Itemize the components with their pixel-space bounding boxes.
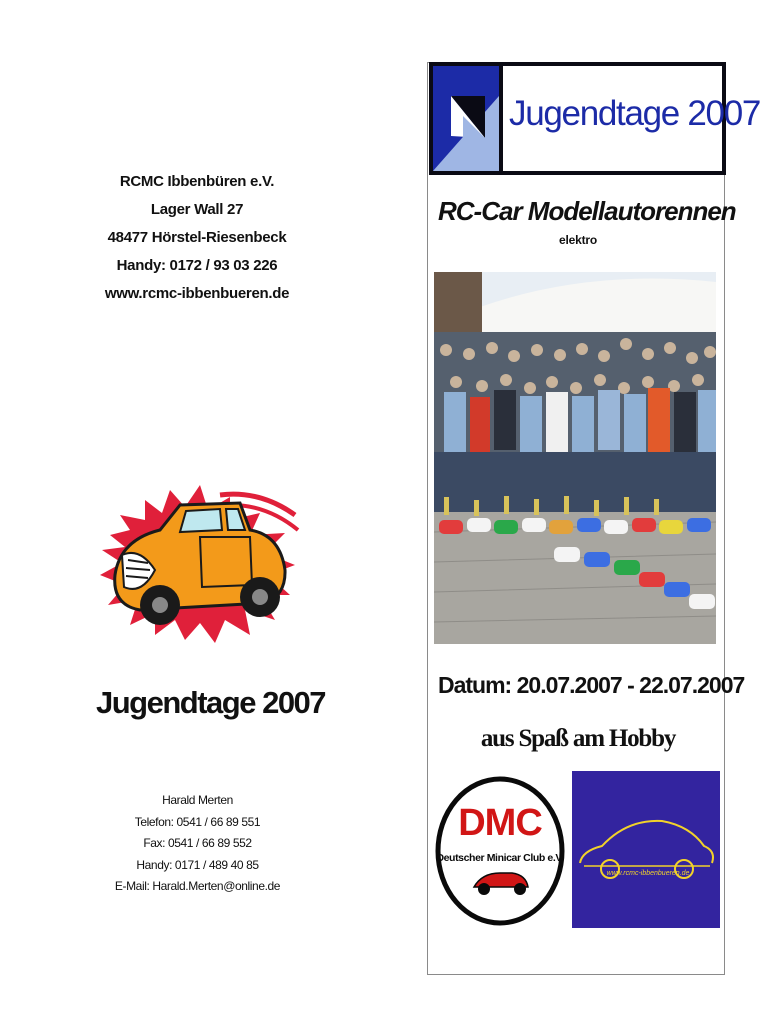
club-address <box>92 168 302 308</box>
header-divider <box>499 66 503 171</box>
address-line-website: www.rcmc-ibbenbueren.de <box>104 285 290 302</box>
rcmc-logo <box>572 771 720 928</box>
header-box <box>429 62 761 175</box>
group-photo <box>434 272 716 644</box>
address-line-phone: Handy: 0172 / 93 03 226 <box>116 257 278 274</box>
event-category: elektro <box>559 233 597 247</box>
event-date: Datum: 20.07.2007 - 22.07.2007 <box>438 672 745 698</box>
dmc-name: Deutscher Minicar Club e.V. <box>436 852 564 864</box>
header-title: Jugendtage 2007 <box>509 94 761 133</box>
dmc-logo <box>434 775 566 927</box>
cartoon-car-icon <box>100 475 300 645</box>
contact-mobile: Handy: 0171 / 489 40 85 <box>136 857 259 872</box>
dmc-abbr: DMC <box>458 802 542 844</box>
contact-email: E-Mail: Harald.Merten@online.de <box>114 879 281 893</box>
contact-phone: Telefon: 0541 / 66 89 551 <box>134 814 261 829</box>
contact-name: Harald Merten <box>162 793 233 807</box>
address-line-club: RCMC Ibbenbüren e.V. <box>119 173 275 190</box>
rcmc-logo-url: www.rcmc-ibbenbueren.de <box>606 870 690 877</box>
event-subtitle: RC-Car Modellautorennen <box>438 196 736 226</box>
address-line-street: Lager Wall 27 <box>150 201 244 218</box>
contact-block <box>90 790 305 898</box>
address-line-city: 48477 Hörstel-Riesenbeck <box>107 229 287 246</box>
contact-fax: Fax: 0541 / 66 89 552 <box>143 836 252 850</box>
club-emblem-icon <box>433 66 499 171</box>
left-title: Jugendtage 2007 <box>96 685 326 720</box>
event-motto: aus Spaß am Hobby <box>480 725 676 752</box>
